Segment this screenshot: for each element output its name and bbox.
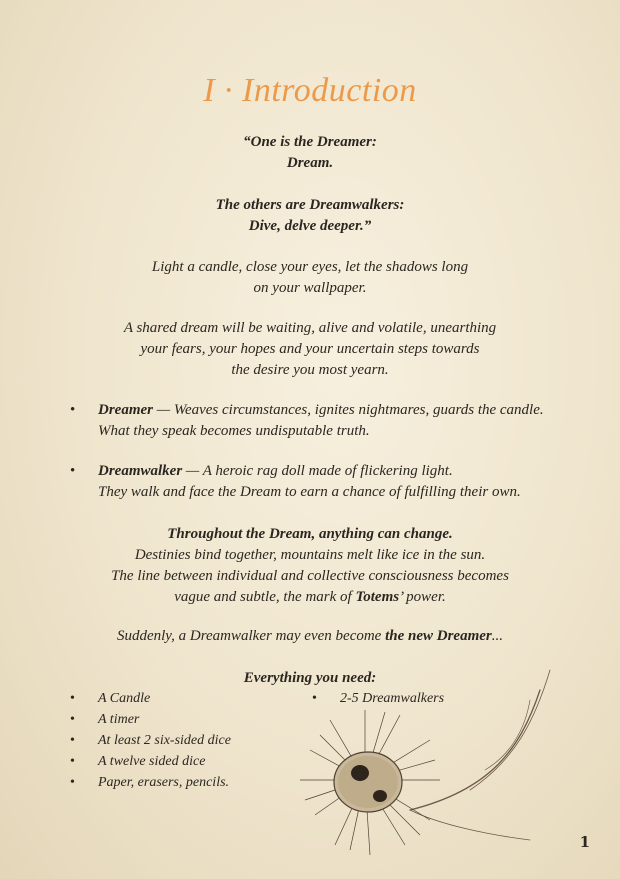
quote-line: “One is the Dreamer: xyxy=(243,134,377,150)
role-desc: — Weaves circumstances, ignites nightmares, guards the candle. xyxy=(153,402,544,418)
quote-line: Dream. xyxy=(286,155,334,171)
paragraph-line: Light a candle, close your eyes, let the shadows long xyxy=(151,259,469,275)
list-item-label: 2-5 Dreamwalkers xyxy=(340,691,445,706)
bullet: • xyxy=(70,754,75,769)
paragraph-line: The line between individual and collective consciousness becomes xyxy=(111,568,509,584)
list-item-label: At least 2 six-sided dice xyxy=(98,733,231,748)
paragraph-line: on your wallpaper. xyxy=(253,280,367,296)
intro-paragraph-2 xyxy=(60,318,560,381)
list-item xyxy=(70,730,310,751)
new-dreamer-term: the new Dreamer xyxy=(385,628,492,644)
list-item-label: Paper, erasers, pencils. xyxy=(98,775,230,790)
paragraph-line xyxy=(60,587,560,608)
list-item-label: A twelve sided dice xyxy=(98,754,206,769)
list-item xyxy=(70,751,310,772)
bullet: • xyxy=(70,733,75,748)
needs-list-left xyxy=(70,688,310,793)
role-desc: — A heroic rag doll made of flickering light. xyxy=(182,463,453,479)
intro-paragraph-1 xyxy=(60,257,560,299)
paragraph-line: A shared dream will be waiting, alive and volatile, unearthing xyxy=(123,320,497,336)
role-text xyxy=(98,461,548,503)
role-name: Dreamwalker xyxy=(98,463,183,479)
list-item xyxy=(70,688,310,709)
totems-term: Totems xyxy=(355,589,400,605)
role-desc-line2: What they speak becomes undisputable truth. xyxy=(98,423,370,439)
page-title: I · Introduction xyxy=(203,72,417,109)
paragraph-line: your fears, your hopes and your uncertain steps towards xyxy=(140,341,480,357)
role-item-dreamer xyxy=(70,400,550,442)
paragraph-line: the desire you most yearn. xyxy=(231,362,389,378)
bullet: • xyxy=(70,775,75,790)
bullet: • xyxy=(70,463,76,479)
role-name: Dreamer xyxy=(98,402,153,418)
quote-line: The others are Dreamwalkers: xyxy=(215,197,405,213)
paragraph-line: Destinies bind together, mountains melt like ice in the sun. xyxy=(134,547,486,563)
list-item xyxy=(70,772,310,793)
need-heading: Everything you need: xyxy=(243,670,377,686)
change-paragraph xyxy=(60,524,560,608)
quote-block xyxy=(60,132,560,237)
role-desc-line2: They walk and face the Dream to earn a chance of fulfilling their own. xyxy=(98,484,521,500)
text-run: ... xyxy=(491,628,504,644)
quote-line: Dive, delve deeper.” xyxy=(248,218,372,234)
page-number: 1 xyxy=(579,833,590,851)
text-run: vague and subtle, the mark of xyxy=(174,589,356,605)
text-run: ’ power. xyxy=(399,589,446,605)
list-item-label: A Candle xyxy=(98,691,151,706)
list-item xyxy=(70,709,310,730)
change-heading: Throughout the Dream, anything can change. xyxy=(167,526,453,542)
list-item-label: A timer xyxy=(98,712,140,727)
role-text xyxy=(98,400,548,442)
bullet: • xyxy=(312,691,317,706)
bullet: • xyxy=(70,712,75,727)
bullet: • xyxy=(70,402,76,418)
seed-pod-illustration xyxy=(290,660,590,870)
role-item-dreamwalker xyxy=(70,461,550,503)
text-run: Suddenly, a Dreamwalker may even become xyxy=(116,628,386,644)
suddenly-paragraph xyxy=(60,626,560,647)
bullet: • xyxy=(70,691,75,706)
